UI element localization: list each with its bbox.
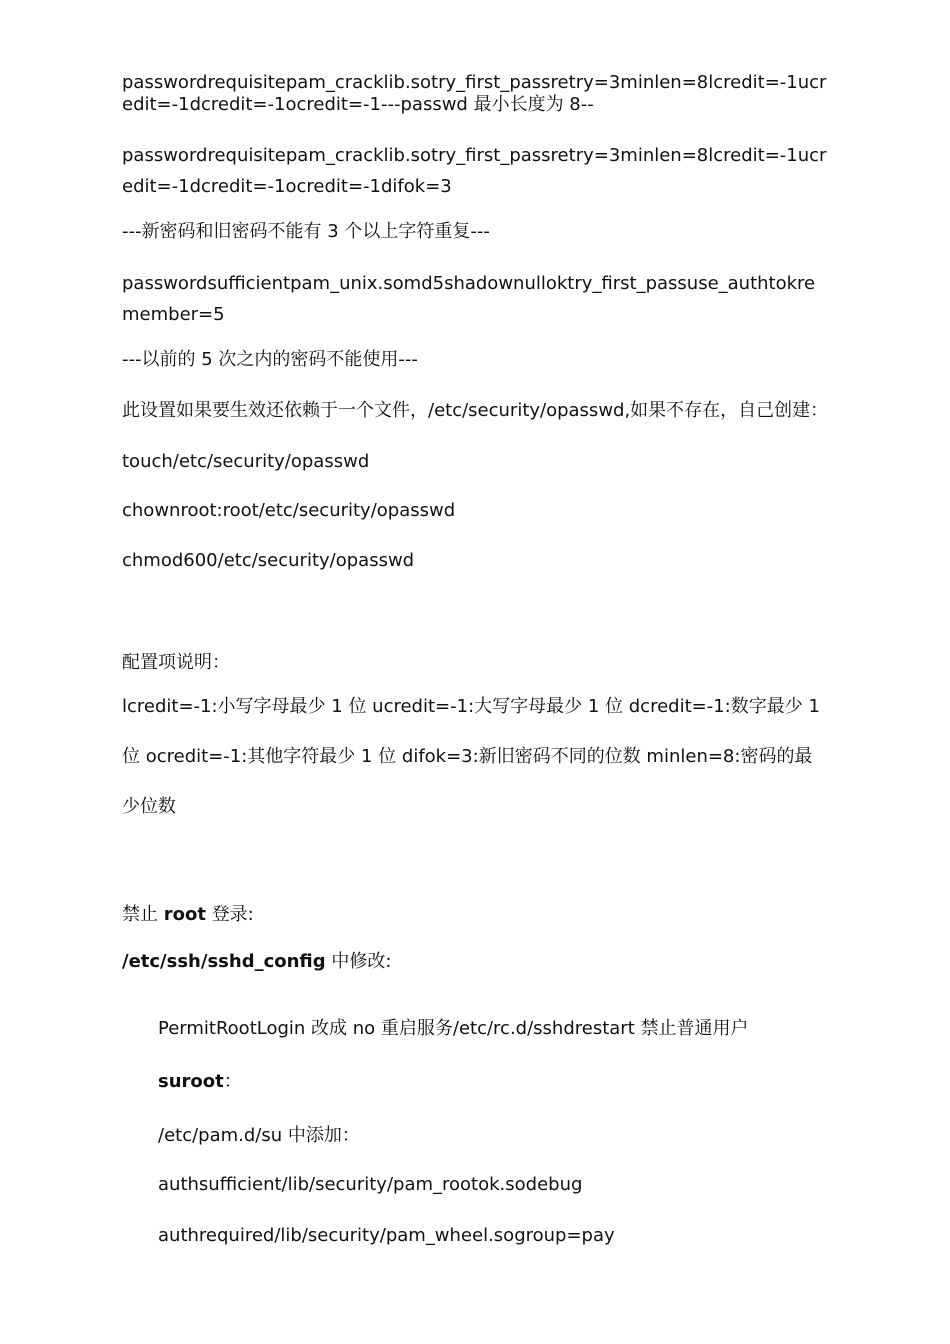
chmod-command: chmod600/etc/security/opasswd <box>122 550 415 571</box>
suroot-heading <box>158 1066 863 1097</box>
sshd-config-heading <box>122 946 827 977</box>
pam-cracklib-minlen-line: passwordrequisitepam_cracklib.sotry_first_passretry=3minlen=8lcredit=-1ucredit=-1dcredit=-1ocredit=-1---passwd 最小长度为 8-- <box>122 72 827 115</box>
config-items-line-1: lcredit=-1:小写字母最少 1 位 ucredit=-1:大写字母最少 1 位 dcredit=-1:数字最少 1 <box>122 696 820 717</box>
pam-cracklib-difok-line: passwordrequisitepam_cracklib.sotry_first_passretry=3minlen=8lcredit=-1ucredit=-1dcredit=-1ocredit=-1difok=3 <box>122 145 827 197</box>
touch-command: touch/etc/security/opasswd <box>122 451 370 472</box>
config-items-line-2: 位 ocredit=-1:其他字符最少 1 位 difok=3:新旧密码不同的位数 minlen=8:密码的最 <box>122 746 813 767</box>
root-keyword: root <box>163 904 206 925</box>
pam-unix-remember-line: passwordsufficientpam_unix.somd5shadownulloktry_first_passuse_authtokremember=5 <box>122 273 816 325</box>
remember-note: ---以前的 5 次之内的密码不能使用--- <box>122 349 418 370</box>
pam-su-heading: /etc/pam.d/su 中添加： <box>158 1125 360 1146</box>
difok-note: ---新密码和旧密码不能有 3 个以上字符重复--- <box>122 221 490 242</box>
suroot-post: ： <box>223 1071 242 1092</box>
permit-root-login-line: PermitRootLogin 改成 no 重启服务/etc/rc.d/sshdrestart 禁止普通用户 <box>158 1018 749 1039</box>
disable-root-post: 登录: <box>205 904 254 925</box>
pam-wheel-line: authrequired/lib/security/pam_wheel.sogroup=pay <box>158 1225 615 1246</box>
pam-rootok-line: authsufficient/lib/security/pam_rootok.sodebug <box>158 1174 583 1195</box>
disable-root-pre: 禁止 <box>122 904 164 925</box>
config-items-heading: 配置项说明： <box>122 652 230 673</box>
config-items-line-3: 少位数 <box>122 796 176 817</box>
opasswd-dependency-note: 此设置如果要生效还依赖于一个文件，/etc/security/opasswd,如果不存在，自己创建： <box>122 400 829 421</box>
suroot-keyword: suroot <box>158 1071 224 1092</box>
chown-command: chownroot:root/etc/security/opasswd <box>122 500 456 521</box>
disable-root-login-heading <box>122 899 827 930</box>
sshd-config-post: 中修改: <box>325 951 392 972</box>
sshd-config-path: /etc/ssh/sshd_config <box>122 951 326 972</box>
